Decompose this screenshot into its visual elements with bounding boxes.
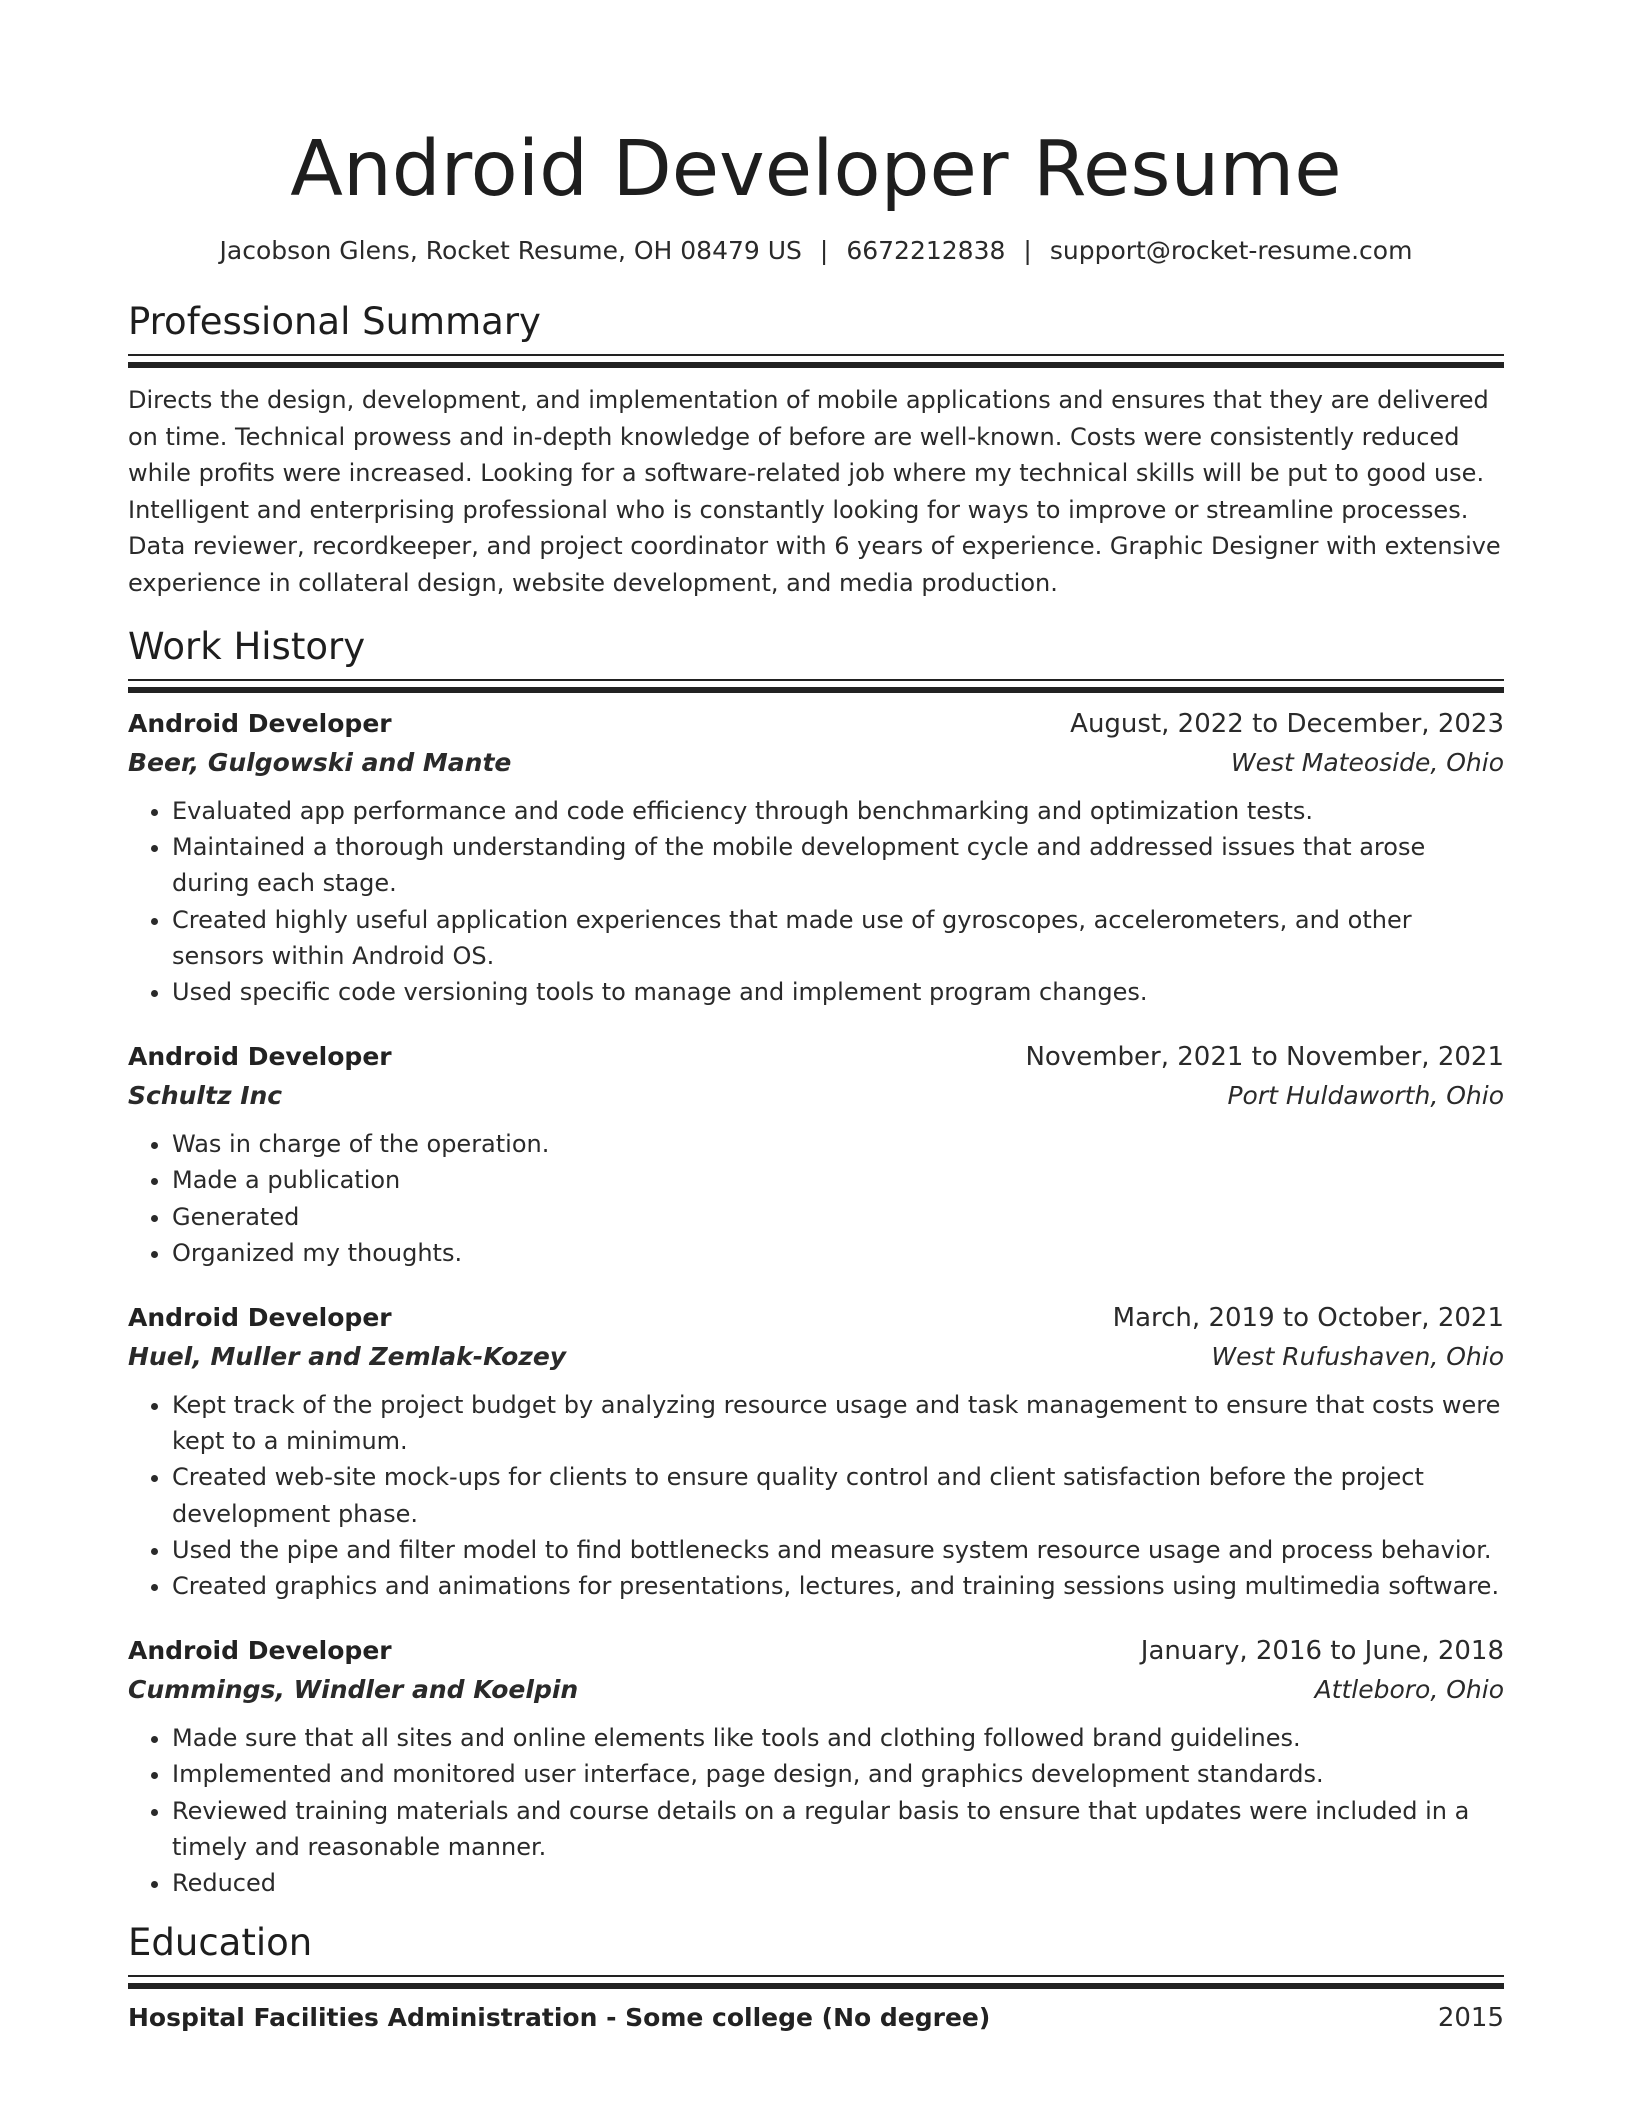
job-title: Android Developer [128, 1042, 392, 1072]
job-location: West Mateoside, Ohio [1230, 748, 1504, 777]
work-history-heading: Work History [128, 625, 366, 668]
job-bullets [128, 793, 1504, 1010]
job-title: Android Developer [128, 709, 392, 738]
job-dates: November, 2021 to November, 2021 [1025, 1042, 1504, 1073]
job-bullet: • Made a publication [172, 1162, 1504, 1198]
education-section [128, 1919, 1504, 2037]
job-bullet: • Reduced [172, 1865, 1504, 1901]
job-title: Android Developer [128, 1303, 392, 1333]
summary-section [128, 298, 1504, 601]
job-header-row [128, 705, 1504, 743]
job-bullet: • Kept track of the project budget by analyzing resource usage and task management to ensure that costs were kept to a minimum. [172, 1387, 1504, 1459]
job-bullet: • Made sure that all sites and online elements like tools and clothing followed brand guidelines. [172, 1720, 1504, 1756]
job-bullet: • Used specific code versioning tools to manage and implement program changes. [172, 974, 1504, 1010]
job-dates: March, 2019 to October, 2021 [1112, 1303, 1504, 1334]
job-bullet: • Evaluated app performance and code efficiency through benchmarking and optimization tests. [172, 793, 1504, 829]
job-company-row [128, 1076, 1504, 1116]
job-company-row [128, 1670, 1504, 1710]
job-bullet: • Maintained a thorough understanding of the mobile development cycle and addressed issues that arose during each stage. [172, 829, 1504, 901]
job-location: Attleboro, Ohio [1314, 1675, 1504, 1705]
section-divider [128, 679, 1504, 693]
contact-email: support@rocket-resume.com [1049, 236, 1413, 265]
education-year: 2015 [1437, 2003, 1504, 2034]
contact-line [128, 234, 1504, 268]
job-entry [128, 1299, 1504, 1604]
resume-title: Android Developer Resume [290, 125, 1342, 214]
job-bullet: • Created graphics and animations for presentations, lectures, and training sessions using multimedia software. [172, 1568, 1504, 1604]
job-bullets [128, 1126, 1504, 1271]
job-entry [128, 705, 1504, 1010]
job-bullet: • Used the pipe and filter model to find bottlenecks and measure system resource usage and process behavior. [172, 1532, 1504, 1568]
job-dates: January, 2016 to June, 2018 [1140, 1636, 1504, 1667]
section-divider [128, 1975, 1504, 1989]
job-bullet: • Created web-site mock-ups for clients to ensure quality control and client satisfaction before the project development phase. [172, 1459, 1504, 1531]
contact-address: Jacobson Glens, Rocket Resume, OH 08479 US [219, 236, 802, 265]
summary-heading: Professional Summary [128, 300, 541, 343]
contact-phone: 6672212838 [846, 236, 1006, 265]
job-entry [128, 1038, 1504, 1271]
job-company-row [128, 1337, 1504, 1377]
job-bullets [128, 1387, 1504, 1604]
job-bullet: • Implemented and monitored user interface, page design, and graphics development standards. [172, 1756, 1504, 1792]
job-title: Android Developer [128, 1636, 392, 1666]
job-company: Beer, Gulgowski and Mante [128, 748, 512, 777]
job-bullets [128, 1720, 1504, 1901]
job-bullet: • Generated [172, 1199, 1504, 1235]
job-location: Port Huldaworth, Ohio [1227, 1081, 1504, 1111]
job-bullet: • Was in charge of the operation. [172, 1126, 1504, 1162]
job-bullet: • Created highly useful application experiences that made use of gyroscopes, accelerometers, and other sensors within Android OS. [172, 902, 1504, 974]
contact-separator: | [819, 236, 829, 265]
job-header-row [128, 1299, 1504, 1337]
contact-separator: | [1023, 236, 1032, 265]
work-history-section [128, 623, 1504, 1901]
job-bullet: • Organized my thoughts. [172, 1235, 1504, 1271]
education-entry [128, 1999, 1504, 2037]
education-degree: Hospital Facilities Administration - Some college (No degree) [128, 2003, 991, 2033]
job-header-row [128, 1632, 1504, 1670]
section-divider [128, 354, 1504, 368]
summary-text: Directs the design, development, and implementation of mobile applications and ensures that they are delivered on time. Technical prowess and in-depth knowledge of before are well-known. Costs were consistently reduced while profits were increased. Looking for a software-related job where my technical skills will be put to good use. Intelligent and enterprising professional who is constantly looking for ways to improve or streamline processes. Data reviewer, recordkeeper, and project coordinator with 6 years of experience. Graphic Designer with extensive experience in collateral design, website development, and media production. [128, 386, 1501, 597]
job-company: Schultz Inc [128, 1081, 283, 1111]
job-dates: August, 2022 to December, 2023 [1070, 709, 1504, 739]
job-company: Cummings, Windler and Koelpin [128, 1675, 579, 1705]
job-location: West Rufushaven, Ohio [1211, 1342, 1504, 1372]
resume-page [128, 0, 1504, 2037]
job-entry [128, 1632, 1504, 1901]
education-heading: Education [128, 1921, 313, 1965]
job-company-row [128, 743, 1504, 783]
job-bullet: • Reviewed training materials and course details on a regular basis to ensure that updates were included in a timely and reasonable manner. [172, 1793, 1504, 1865]
job-header-row [128, 1038, 1504, 1076]
job-company: Huel, Muller and Zemlak-Kozey [128, 1342, 567, 1372]
